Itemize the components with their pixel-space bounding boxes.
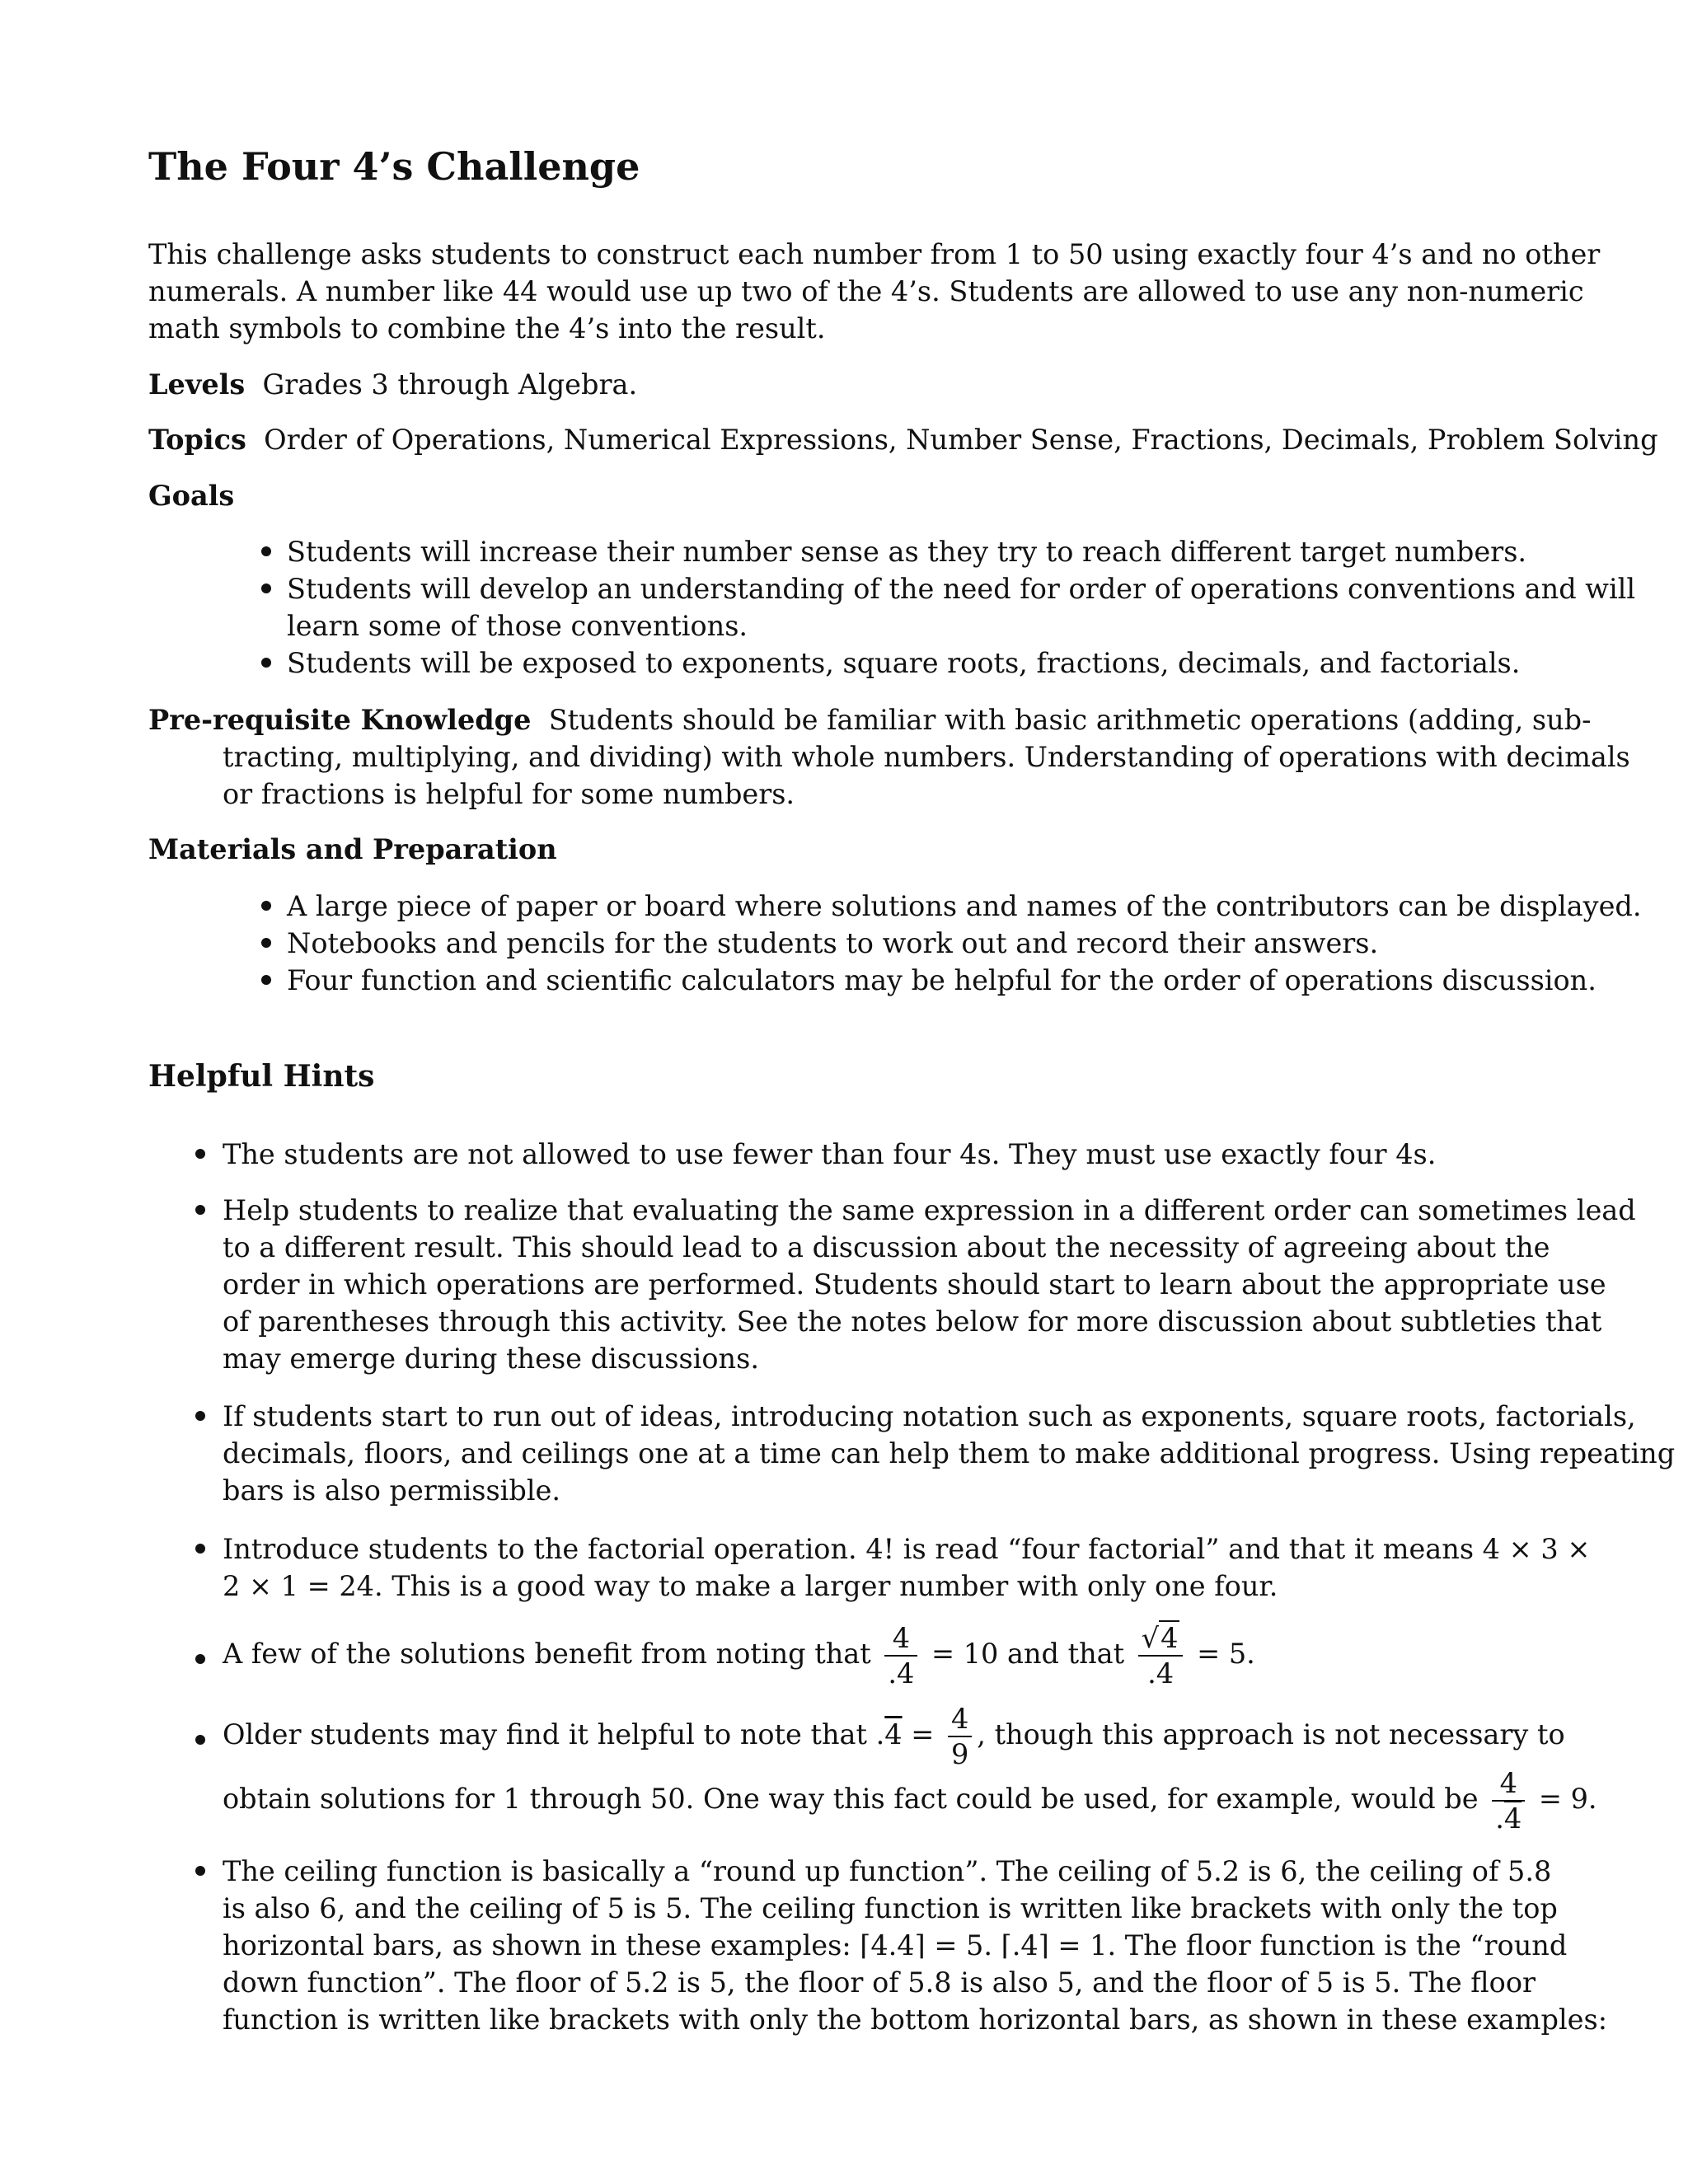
topics-label: Topics [148, 424, 246, 456]
bullet-icon [195, 1411, 205, 1421]
hint-line: of parentheses through this activity. See the notes below for more discussion about subtleties that [223, 1305, 1602, 1338]
levels-text: Grades 3 through Algebra. [262, 368, 638, 401]
repeating-digit: 4 [884, 1718, 903, 1750]
bullet-icon [261, 546, 271, 556]
hint-line: Help students to realize that evaluating the same expression in a different order can sometimes lead [223, 1194, 1636, 1226]
materials-item: Four function and scientific calculators may be helpful for the order of operations discussion. [287, 964, 1597, 996]
hint-text: = [902, 1718, 935, 1750]
prereq-line: or fractions is helpful for some numbers. [223, 778, 795, 810]
bullet-icon [195, 1654, 205, 1664]
levels-row [148, 366, 637, 403]
goal-item: Students will develop an understanding of the need for order of operations conventions and will [287, 573, 1636, 605]
hint-line: 2 × 1 = 24. This is a good way to make a larger number with only one four. [223, 1570, 1278, 1602]
page-title: The Four 4’s Challenge [148, 144, 640, 189]
intro-line: math symbols to combine the 4’s into the result. [148, 312, 826, 344]
hint-line: Introduce students to the factorial operation. 4! is read “four factorial” and that it means 4 × 3 × [223, 1533, 1591, 1565]
bullet-icon [195, 1205, 205, 1215]
materials-heading: Materials and Preparation [148, 833, 557, 865]
levels-label: Levels [148, 368, 246, 401]
fraction [948, 1702, 972, 1770]
goal-item-continued: learn some of those conventions. [287, 610, 748, 642]
hint-line: horizontal bars, as shown in these examples: ⌈4.4⌉ = 5. ⌈.4⌉ = 1. The floor function is the “round [223, 1929, 1568, 1961]
hint-text: A few of the solutions benefit from noting that [223, 1638, 871, 1670]
materials-item: A large piece of paper or board where solutions and names of the contributors can be displayed. [287, 890, 1642, 922]
fraction-numerator: 4 [950, 1702, 969, 1735]
hint-line: to a different result. This should lead to a discussion about the necessity of agreeing about the [223, 1231, 1550, 1263]
hint-text: obtain solutions for 1 through 50. One way this fact could be used, for example, would be [223, 1783, 1479, 1815]
hint-line: function is written like brackets with only the bottom horizontal bars, as shown in these examples: [223, 2004, 1607, 2036]
topics-text: Order of Operations, Numerical Expressions, Number Sense, Fractions, Decimals, Problem Solving [264, 424, 1658, 456]
fraction [1492, 1766, 1525, 1835]
hint-line: is also 6, and the ceiling of 5 is 5. The ceiling function is written like brackets with only the top [223, 1892, 1558, 1924]
goal-item: Students will be exposed to exponents, square roots, fractions, decimals, and factorials. [287, 647, 1521, 679]
hint-repeating-line2 [223, 1762, 1597, 1844]
hint-text: , though this approach is not necessary to [977, 1718, 1565, 1750]
goal-item: Students will increase their number sense as they try to reach different target numbers. [287, 536, 1527, 568]
fraction-numerator: 4 [1499, 1766, 1517, 1799]
fraction-numerator: 4 [892, 1621, 911, 1654]
hint-line: bars is also permissible. [223, 1474, 561, 1507]
intro-line: numerals. A number like 44 would use up two of the 4’s. Students are allowed to use any non-numeric [148, 275, 1584, 307]
bullet-icon [195, 1866, 205, 1876]
topics-row [148, 421, 1658, 458]
bullet-icon [261, 658, 271, 668]
hint-line: The ceiling function is basically a “round up function”. The ceiling of 5.2 is 6, the ceiling of 5.8 [223, 1855, 1552, 1887]
hint-text: = 10 and that [931, 1638, 1125, 1670]
goals-heading: Goals [148, 480, 235, 512]
fraction-denominator [1492, 1800, 1525, 1833]
hint-line: decimals, floors, and ceilings one at a time can help them to make additional progress. Using repeating [223, 1437, 1676, 1469]
bullet-icon [261, 583, 271, 593]
hint-line: may emerge during these discussions. [223, 1343, 759, 1375]
bullet-icon [195, 1544, 205, 1554]
bullet-icon [195, 1149, 205, 1159]
bullet-icon [261, 901, 271, 911]
hint-text: Older students may find it helpful to note that . [223, 1718, 885, 1750]
intro-line: This challenge asks students to construct each number from 1 to 50 using exactly four 4’s and no other [148, 238, 1601, 270]
fraction-denominator: .4 [884, 1655, 917, 1688]
fraction-denominator: .4 [1138, 1655, 1184, 1688]
fraction [884, 1621, 917, 1690]
materials-item: Notebooks and pencils for the students to work out and record their answers. [287, 927, 1379, 959]
prereq-row [148, 701, 1591, 738]
prereq-text: Students should be familiar with basic arithmetic operations (adding, sub- [548, 704, 1592, 736]
bullet-icon [195, 1735, 205, 1745]
bullet-icon [261, 975, 271, 985]
fraction-denominator: 9 [948, 1736, 972, 1769]
fraction-numerator [1138, 1621, 1184, 1656]
fraction [1138, 1621, 1184, 1690]
radicand: 4 [1160, 1621, 1179, 1654]
hints-heading: Helpful Hints [148, 1059, 375, 1094]
bullet-icon [261, 938, 271, 948]
prereq-line: tracting, multiplying, and dividing) with whole numbers. Understanding of operations with decimals [223, 741, 1630, 773]
hint-line: down function”. The floor of 5.2 is 5, the floor of 5.8 is also 5, and the floor of 5 is 5. The floor [223, 1966, 1536, 1999]
prereq-label: Pre-requisite Knowledge [148, 704, 532, 736]
hint-fractions [223, 1617, 1255, 1699]
hint-text: = 9. [1538, 1783, 1597, 1815]
hint-line: If students start to run out of ideas, introducing notation such as exponents, square roots, factorials, [223, 1400, 1636, 1432]
hint-text: = 5. [1197, 1638, 1255, 1670]
sqrt-icon: √ [1141, 1621, 1160, 1654]
decimal-point: . [1495, 1802, 1504, 1835]
hint-line: The students are not allowed to use fewer than four 4s. They must use exactly four 4s. [223, 1138, 1437, 1170]
repeating-digit: 4 [1503, 1802, 1522, 1835]
hint-line: order in which operations are performed. Students should start to learn about the appropriate use [223, 1268, 1606, 1301]
